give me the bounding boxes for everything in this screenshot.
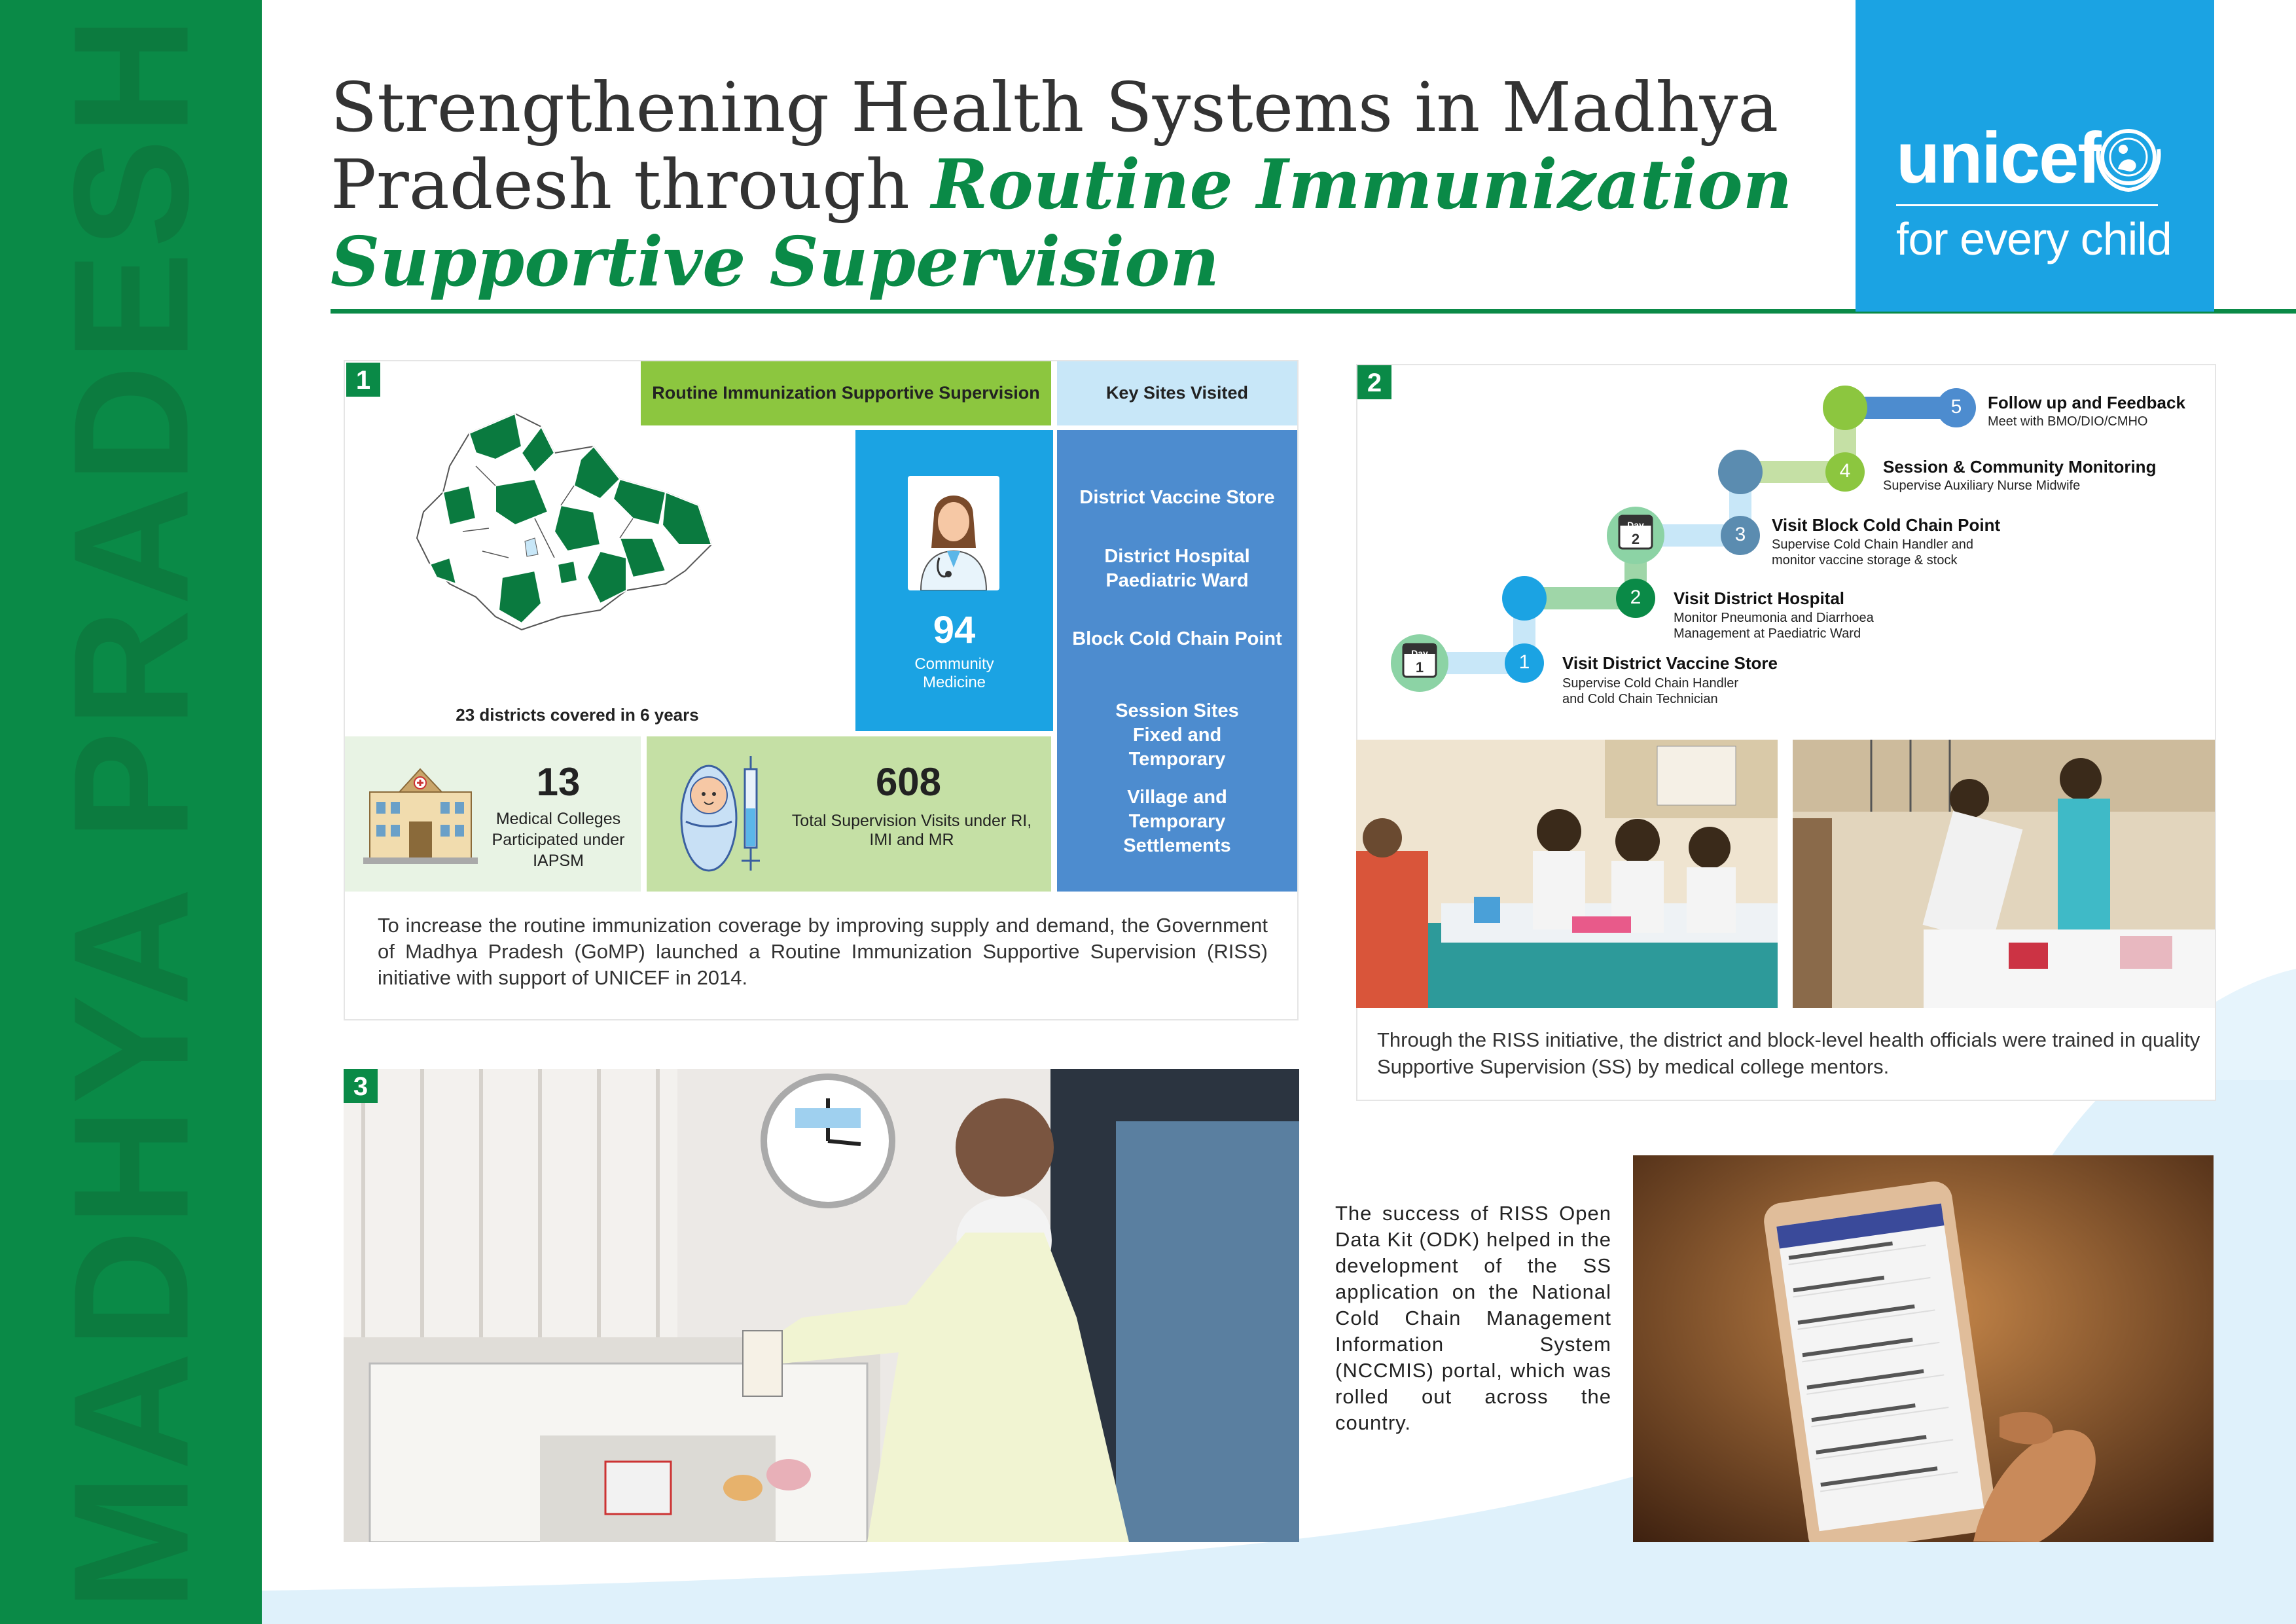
step-title: Session & Community Monitoring [1883, 457, 2157, 477]
brand-tagline: for every child [1896, 213, 2172, 264]
visits-label: Total Supervision Visits under RI, IMI and MR [791, 812, 1032, 849]
training-photo-2 [1793, 740, 2215, 1008]
community-medicine-card [855, 430, 1053, 731]
panel-number: 1 [346, 363, 380, 397]
baby-vaccine-icon [679, 756, 771, 874]
key-sites-list [1057, 430, 1297, 892]
medical-colleges-value: 13 [536, 760, 581, 804]
step-sub: Supervise Cold Chain Handler and [1772, 537, 1973, 552]
step-number: 5 [1950, 396, 1962, 418]
unicef-emblem-icon [2089, 123, 2168, 195]
odk-description: The success of RISS Open Data Kit (ODK) helped in the development of the SS application on the National Cold Chain Management Information System (NCCMIS) portal, which was rolled out across the country. [1335, 1202, 1611, 1434]
page-title [331, 69, 1829, 300]
step-sub: Management at Paediatric Ward [1674, 626, 1861, 641]
doctor-icon [908, 476, 999, 590]
site-item: Block Cold Chain Point [1072, 628, 1282, 649]
step-number: 3 [1734, 524, 1746, 545]
map-caption: 23 districts covered in 6 years [456, 705, 699, 725]
header-key-sites: Key Sites Visited [1057, 361, 1297, 425]
panel-3-photo [344, 1069, 1299, 1542]
brand-name: unicef [1896, 118, 2100, 198]
training-photo-1 [1356, 740, 1778, 1008]
community-medicine-label: Community Medicine [914, 655, 994, 691]
cold-chain-photo [344, 1069, 1299, 1542]
day1-label: Day [1411, 648, 1428, 659]
site-item: District Vaccine Store [1079, 487, 1275, 508]
visits-card [647, 736, 1051, 892]
step-sub: Monitor Pneumonia and Diarrhoea [1674, 611, 1874, 625]
step-sub: Supervise Cold Chain Handler [1562, 676, 1739, 691]
step-title: Visit District Hospital [1674, 588, 1845, 608]
medical-colleges-card [345, 736, 641, 892]
step-sub: monitor vaccine storage & stock [1772, 553, 1958, 568]
site-item: Session Sites Fixed and Temporary [1115, 700, 1239, 770]
step-sub: and Cold Chain Technician [1562, 692, 1718, 706]
hospital-building-icon [363, 759, 478, 864]
side-label: MADHYA PRADESH [39, 12, 223, 1611]
panel-2-caption: Through the RISS initiative, the district and block-level health officials were trained in quality Supportive Supervision (SS) by medical college mentors. [1377, 1028, 2200, 1078]
step-number: 2 [1630, 586, 1641, 608]
medical-colleges-label: Medical Colleges Participated under IAPSM [492, 810, 625, 870]
step-number: 1 [1518, 651, 1530, 673]
community-medicine-value: 94 [933, 609, 976, 651]
step-number: 4 [1839, 460, 1851, 482]
site-item: District Hospital Paediatric Ward [1104, 546, 1250, 591]
day1-number: 1 [1415, 659, 1424, 676]
day2-number: 2 [1631, 531, 1640, 547]
site-item: Village and Temporary Settlements [1123, 787, 1231, 856]
panel-2 [1356, 364, 2216, 1101]
panel-number: 2 [1357, 365, 1391, 399]
madhya-pradesh-map [404, 407, 757, 656]
step-sub: Meet with BMO/DIO/CMHO [1988, 414, 2148, 429]
step-title: Visit District Vaccine Store [1562, 653, 1778, 673]
day2-label: Day [1627, 520, 1644, 530]
brand-rule [1896, 204, 2158, 206]
step-title: Follow up and Feedback [1988, 393, 2185, 412]
header-riss: Routine Immunization Supportive Supervision [641, 361, 1051, 425]
title-plain: Strengthening Health Systems in Madhya Pradesh through [331, 67, 1779, 225]
visits-value: 608 [875, 760, 942, 804]
side-band [0, 0, 262, 1624]
unicef-logo-block [1856, 0, 2214, 312]
panel-number: 3 [344, 1069, 378, 1103]
step-title: Visit Block Cold Chain Point [1772, 515, 2001, 535]
title-highlight: Routine Immunization Supportive Supervision [331, 144, 1793, 302]
panel-1 [344, 360, 1299, 1020]
phone-photo [1633, 1155, 2214, 1542]
step-sub: Supervise Auxiliary Nurse Midwife [1883, 478, 2081, 493]
intro-text: To increase the routine immunization coverage by improving supply and demand, the Government of Madhya Pradesh (GoMP) launched a Routine Immunization Supportive Supervision (RISS) initiative with support of UNICEF in 2014. [378, 914, 1268, 989]
